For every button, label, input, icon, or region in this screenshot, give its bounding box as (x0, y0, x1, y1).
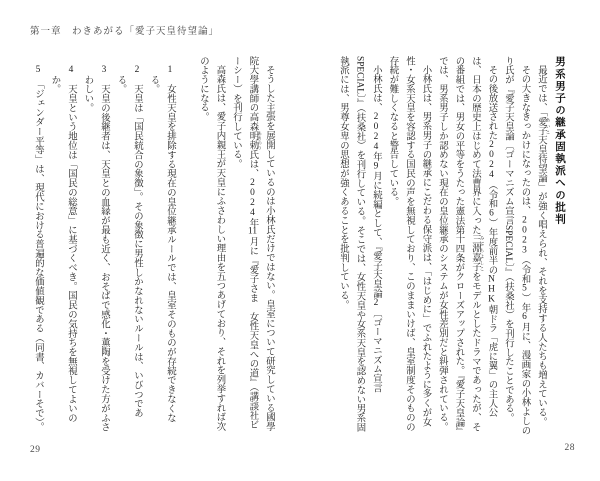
paragraph: 4 天皇という地位は「国民の総意」に基づくべき。国民の気持ちを無視してよいのか。 (49, 65, 76, 423)
paragraph: そうした主張を展開しているのは小林氏だけではない。皇室について研究している國學院大學講師の高森明勅 あきのり氏は、2024年11月に『愛子さま 女性天皇への道』（講談社ビーシー）を刊行している。 (231, 56, 274, 432)
paragraph: 小林氏は、男系男子の継承にこだわる保守派は、「はじめに」でふれたように多くが女性・女系天皇を容認する国民の声を無視しており、このままいけば、皇室制度そのものの存続が難しくなると警告している。 (387, 56, 431, 432)
paragraph: 2 天皇は「国民統合の象徴」。その象徴に男性しかなれないルールは、いびつである。 (115, 65, 142, 419)
page-number-left: 29 (30, 445, 41, 455)
paragraph: 1 女性天皇を排除する現在の皇位継承ルールでは、皇室そのものが存続できなくなる。 (148, 65, 175, 423)
paragraph: その大きなきっかけになったのは、2023（令和5）年6月に、漫画家の小林よしのり氏が『愛子天皇論〔ゴーマニズム宣言SPECIAL〕』（扶桑社）を刊行したことである。 (503, 56, 530, 436)
page-number-right: 28 (564, 443, 575, 453)
paragraph-gap (178, 56, 195, 436)
running-header: 第一章 わきあがる「愛子天皇待望論」 (30, 27, 220, 37)
page-left-paragraphs (30, 56, 278, 436)
page-right-text (335, 56, 569, 436)
paragraph: 小林氏は、2024年9月に続編として、『愛子天皇論2〔ゴーマニズム宣言SPECIAL〕』（扶桑社）を刊行している。そこでは、女性天皇や女系天皇を認めない男系固執派には、男尊女卑の思想が強くあることを批判している。 (338, 56, 381, 433)
page-right-paragraphs (335, 56, 552, 436)
paragraph: 3 天皇の後継者は、天皇との血縁が最も近く、おそばで感化・薫陶を受けた方がふさわしい。 (82, 65, 109, 433)
page-left-text (30, 56, 278, 436)
paragraph: 最近では、「愛子 あいこ天皇待望論」が強く唱えられ、それを支持する人たちも増えている。 (536, 65, 551, 427)
paragraph: その後放送された2024（令和6）年度前半のNHK朝ドラ「虎に翼」の主人公は、日本の歴史上はじめて法曹界に入った三淵嘉子 みぶちよしこをモデルとしたドラマであったが、その番組では、男女の平等をうたった憲法第十四条がクローズアップされた。『愛子天皇論』では、男系男子しか認めない現在の皇位継承のシステムが女性差別だと糾弾されている。 (437, 56, 497, 432)
section-heading: 男系男子の継承固執派への批判 (554, 56, 565, 226)
paragraph: 5 「ジェンダー平等」は、現代における普遍的な価値観である（同書、カバーそで）。 (33, 65, 43, 433)
paragraph: 高森氏は、愛子内親王が天皇にふさわしい理由を五つあげており、それを列挙すれば次のようになる。 (198, 56, 225, 432)
